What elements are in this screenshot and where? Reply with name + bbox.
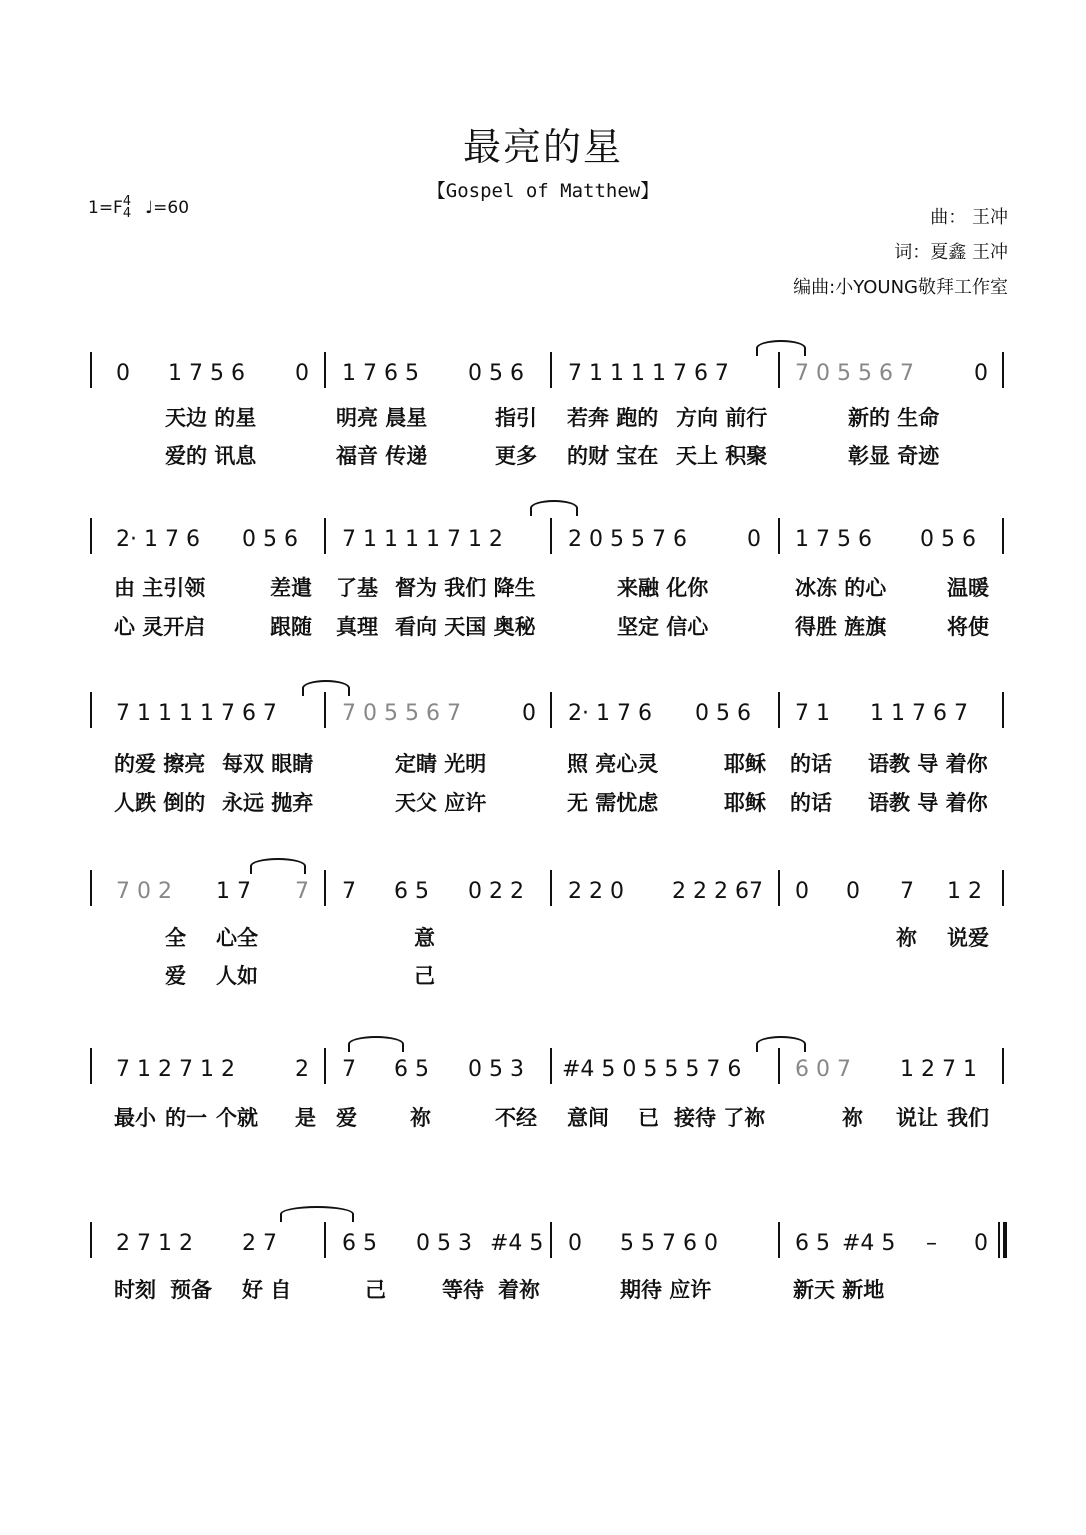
note-group: 0 [568, 1231, 582, 1256]
lyric: 心 灵开启 [114, 615, 206, 639]
lyric: 无 需忧虑 [567, 791, 659, 815]
lyric: 的爱 擦亮 [114, 752, 206, 776]
lyric: 每双 眼睛 [222, 752, 314, 776]
lyric: 语教 导 着你 [868, 791, 988, 815]
note-group: #4 5 0 5 5 5 7 6 [562, 1057, 742, 1082]
note-group: 0 5 6 [468, 361, 524, 386]
note-group: 0 5 6 [695, 701, 751, 726]
lyric: 时刻 [114, 1278, 156, 1302]
lyric: 人如 [216, 964, 258, 988]
note-group: 0 [974, 361, 988, 386]
lyric: 新的 生命 [848, 406, 940, 430]
note-group: #4 5 [842, 1231, 896, 1256]
note-group: 7 0 5 5 6 7 [342, 701, 461, 726]
lyric: 期待 应许 [620, 1278, 712, 1302]
lyric: 冰冻 的心 [795, 576, 887, 600]
lyric: 若奔 跑的 [567, 406, 659, 430]
lyric: 跟随 [270, 615, 312, 639]
credits [793, 200, 1008, 305]
note-group: 6 5 [795, 1231, 830, 1256]
lyric: 说让 [896, 1106, 938, 1130]
note-group: 0 5 6 [242, 527, 298, 552]
lyric: 了基 [336, 576, 378, 600]
lyric: 着祢 [498, 1278, 540, 1302]
note-group: 0 5 3 [468, 1057, 524, 1082]
lyric: 语教 导 着你 [868, 752, 988, 776]
lyric: 真理 [336, 615, 378, 639]
note-group: 0 [116, 361, 130, 386]
note-group: 1 7 5 6 [795, 527, 872, 552]
lyric: 已 [638, 1106, 659, 1130]
page-title: 最亮的星 [462, 125, 623, 169]
lyric: 耶稣 [724, 752, 766, 776]
note-group: 6 5 [342, 1231, 377, 1256]
note-group: 1 2 [947, 879, 982, 904]
note-group: 2 2 0 [568, 879, 624, 904]
lyric: 最小 [114, 1106, 156, 1130]
lyric: 的财 宝在 [567, 444, 659, 468]
key-text: 1=F [88, 198, 123, 218]
lyric: 祢 [896, 926, 917, 950]
lyric: 彰显 奇迹 [848, 444, 940, 468]
note-group: – [926, 1231, 937, 1256]
lyric: 看向 天国 奥秘 [395, 615, 536, 639]
lyric: 新天 新地 [793, 1278, 885, 1302]
lyric: 人跌 倒的 [114, 791, 206, 815]
note-group: 2 [295, 1057, 309, 1082]
note-group: 2 0 5 5 7 6 [568, 527, 687, 552]
note-group: 2 2 2 67 [672, 879, 763, 904]
note-group: 1 7 6 5 [342, 361, 419, 386]
lyric: 得胜 旌旗 [795, 615, 887, 639]
lyric: 的一 [165, 1106, 207, 1130]
subtitle: 【Gospel of Matthew】 [426, 180, 660, 202]
lyric: 来融 化你 [617, 576, 709, 600]
lyric: 己 [365, 1278, 386, 1302]
lyric: 天父 应许 [395, 791, 487, 815]
note-group: 7 0 2 [116, 879, 172, 904]
note-group: 0 2 2 [468, 879, 524, 904]
note-group: 6 5 [394, 1057, 429, 1082]
note-group: 7 [342, 879, 356, 904]
lyric: 好 自 [242, 1278, 292, 1302]
lyric: 温暖 [947, 576, 989, 600]
lyric: 预备 [170, 1278, 212, 1302]
lyric: 的话 [790, 752, 832, 776]
lyric: 祢 [842, 1106, 863, 1130]
note-group: 2 7 1 2 [116, 1231, 193, 1256]
note-group: 0 5 3 [416, 1231, 472, 1256]
note-group: 1 2 7 1 [900, 1057, 977, 1082]
lyric: 永远 抛弃 [222, 791, 314, 815]
key-signature [88, 196, 189, 220]
lyric: 方向 前行 [676, 406, 768, 430]
lyric: 爱 [336, 1106, 357, 1130]
note-group: 1 7 5 6 [168, 361, 245, 386]
note-group: 7 1 1 1 1 7 6 7 [568, 361, 729, 386]
lyricist: 词：夏鑫 王冲 [894, 242, 1008, 263]
lyric: 督为 我们 降生 [395, 576, 536, 600]
lyric: 照 亮心灵 [567, 752, 659, 776]
note-group: 0 [747, 527, 761, 552]
note-group: 2· 1 7 6 [568, 701, 652, 726]
lyric: 爱的 讯息 [165, 444, 257, 468]
lyric: 是 [295, 1106, 316, 1130]
lyric: 接待 了祢 [674, 1106, 766, 1130]
note-group: 0 [974, 1231, 988, 1256]
lyric: 爱 [165, 964, 186, 988]
lyric: 意 [414, 926, 435, 950]
lyric: 意间 [567, 1106, 609, 1130]
note-group: 6 0 7 [795, 1057, 851, 1082]
lyric: 己 [414, 964, 435, 988]
note-group: 0 [795, 879, 809, 904]
lyric: 明亮 晨星 [336, 406, 428, 430]
composer: 曲： 王冲 [930, 207, 1008, 228]
lyric: 说爱 [947, 926, 989, 950]
lyric: 福音 传递 [336, 444, 428, 468]
lyric: 全 [165, 926, 186, 950]
note-group: 7 1 2 7 1 2 [116, 1057, 235, 1082]
lyric: 祢 [410, 1106, 431, 1130]
note-group: 0 [522, 701, 536, 726]
lyric: 耶稣 [724, 791, 766, 815]
lyric: 坚定 信心 [617, 615, 709, 639]
lyric: 我们 [947, 1106, 989, 1130]
arranger: 编曲:小YOUNG敬拜工作室 [793, 277, 1008, 298]
note-group: 0 [846, 879, 860, 904]
lyric: 指引 [495, 406, 537, 430]
time-top: 4 [122, 194, 132, 209]
note-group: 7 1 1 1 1 7 6 7 [116, 701, 277, 726]
lyric: 个就 [216, 1106, 258, 1130]
tempo-mark: ♩=60 [145, 198, 190, 218]
note-group: 0 5 6 [920, 527, 976, 552]
note-group: 6 5 [394, 879, 429, 904]
lyric: 的话 [790, 791, 832, 815]
note-group: 1 1 7 6 7 [870, 701, 968, 726]
note-group: 7 [342, 1057, 356, 1082]
note-group: 7 1 [795, 701, 830, 726]
lyric: 更多 [495, 444, 537, 468]
lyric: 天边 的星 [165, 406, 257, 430]
note-group: 2· 1 7 6 [116, 527, 200, 552]
note-group: 0 [295, 361, 309, 386]
note-group: 2 7 [242, 1231, 277, 1256]
lyric: 不经 [495, 1106, 537, 1130]
note-group: #4 5 [490, 1231, 544, 1256]
lyric: 将使 [947, 615, 989, 639]
note-group: 7 1 1 1 1 7 1 2 [342, 527, 503, 552]
note-group: 7 0 5 5 6 7 [795, 361, 914, 386]
lyric: 天上 积聚 [676, 444, 768, 468]
note-group: 7 [295, 879, 309, 904]
note-group: 1 7 [216, 879, 251, 904]
lyric: 等待 [442, 1278, 484, 1302]
lyric: 由 主引领 [114, 576, 206, 600]
lyric: 心全 [216, 926, 258, 950]
lyric: 定睛 光明 [395, 752, 487, 776]
time-bottom: 4 [122, 206, 132, 221]
note-group: 5 5 7 6 0 [620, 1231, 718, 1256]
note-group: 7 [900, 879, 914, 904]
lyric: 差遣 [270, 576, 312, 600]
